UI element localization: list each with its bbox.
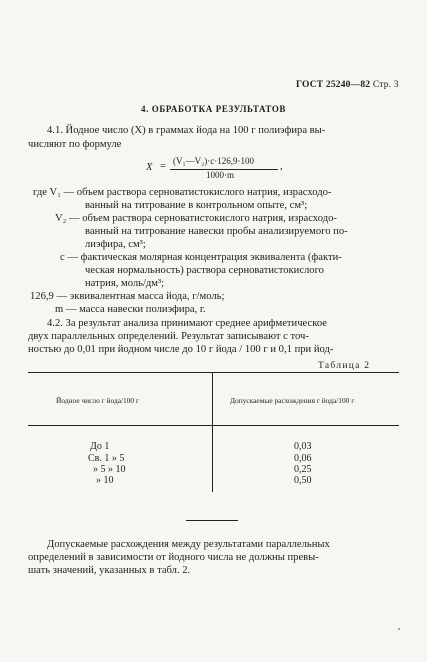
formula-equals: =	[160, 161, 166, 172]
para-4-2-line2: двух параллельных определений. Результат записывают с точ-	[28, 331, 309, 342]
para-4-1-line1: 4.1. Йодное число (X) в граммах йода на 100 г полиэфира вы-	[47, 125, 326, 136]
table-row-3-value: 0,25	[294, 464, 312, 475]
final-line2: определений в зависимости от йодного числа не должны превы-	[28, 552, 319, 563]
page-header	[296, 80, 399, 90]
final-line3: шать значений, указанных в табл. 2.	[28, 565, 191, 576]
col1-header: Йодное число г йода/100 г	[56, 396, 140, 405]
table-row-4-range: » 10	[96, 475, 114, 486]
standard-number: ГОСТ 25240—82	[296, 80, 371, 90]
formula-numerator: (V₁—V₂)·c·126,9·100	[173, 156, 255, 166]
def-c-line2: ческая нормальность) раствора серноватистокислого	[85, 265, 324, 276]
final-line1: Допускаемые расхождения между результатами параллельных	[47, 539, 330, 550]
def-v2-line3: лиэфира, см³;	[85, 239, 146, 250]
def-126-9: 126,9 — эквивалентная масса йода, г/моль;	[30, 291, 225, 302]
table-row-1-value: 0,03	[294, 441, 312, 452]
def-v2-line2: ванный на титрование навески пробы анализируемого по-	[85, 226, 348, 237]
def-v1-line1: где V₁ — объем раствора серноватистокислого натрия, израсходо-	[33, 187, 332, 198]
def-v2-line1: V₂ — объем раствора серноватистокислого натрия, израсходо-	[55, 213, 337, 224]
scan-speck	[398, 628, 400, 630]
para-4-2-line3: ностью до 0,01 при йодном числе до 10 г йода / 100 г и 0,1 при йод-	[28, 344, 334, 355]
section-title: 4. ОБРАБОТКА РЕЗУЛЬТАТОВ	[140, 104, 287, 114]
para-4-1-line2: числяют по формуле	[28, 139, 122, 150]
formula-comma: ,	[280, 161, 283, 172]
table-header-rule	[28, 425, 399, 426]
table-row-1-range: До 1	[90, 441, 110, 452]
table-column-divider	[212, 372, 213, 492]
table-row-2-range: Св. 1 » 5	[88, 453, 125, 464]
def-v1-line2: ванный на титрование в контрольном опыте, см³;	[85, 200, 308, 211]
end-rule	[186, 520, 238, 521]
col2-header: Допускаемые расхождения г йода/100 г	[230, 396, 355, 405]
para-4-2-line1: 4.2. За результат анализа принимают среднее арифметическое	[47, 318, 327, 329]
def-m: m — масса навески полиэфира, г.	[55, 304, 206, 315]
def-c-line3: натрия, моль/дм³;	[85, 278, 165, 289]
page-number: Стр. 3	[372, 80, 399, 90]
table-top-rule	[28, 372, 399, 373]
def-c-line1: c — фактическая молярная концентрация эквивалента (факти-	[60, 252, 342, 263]
table-row-3-range: » 5 » 10	[93, 464, 126, 475]
table-row-4-value: 0,50	[294, 475, 312, 486]
formula-denominator: 1000·m	[206, 170, 234, 180]
formula-lhs: X	[146, 162, 153, 173]
table-caption: Таблица 2	[318, 361, 371, 371]
table-row-2-value: 0,06	[294, 453, 312, 464]
